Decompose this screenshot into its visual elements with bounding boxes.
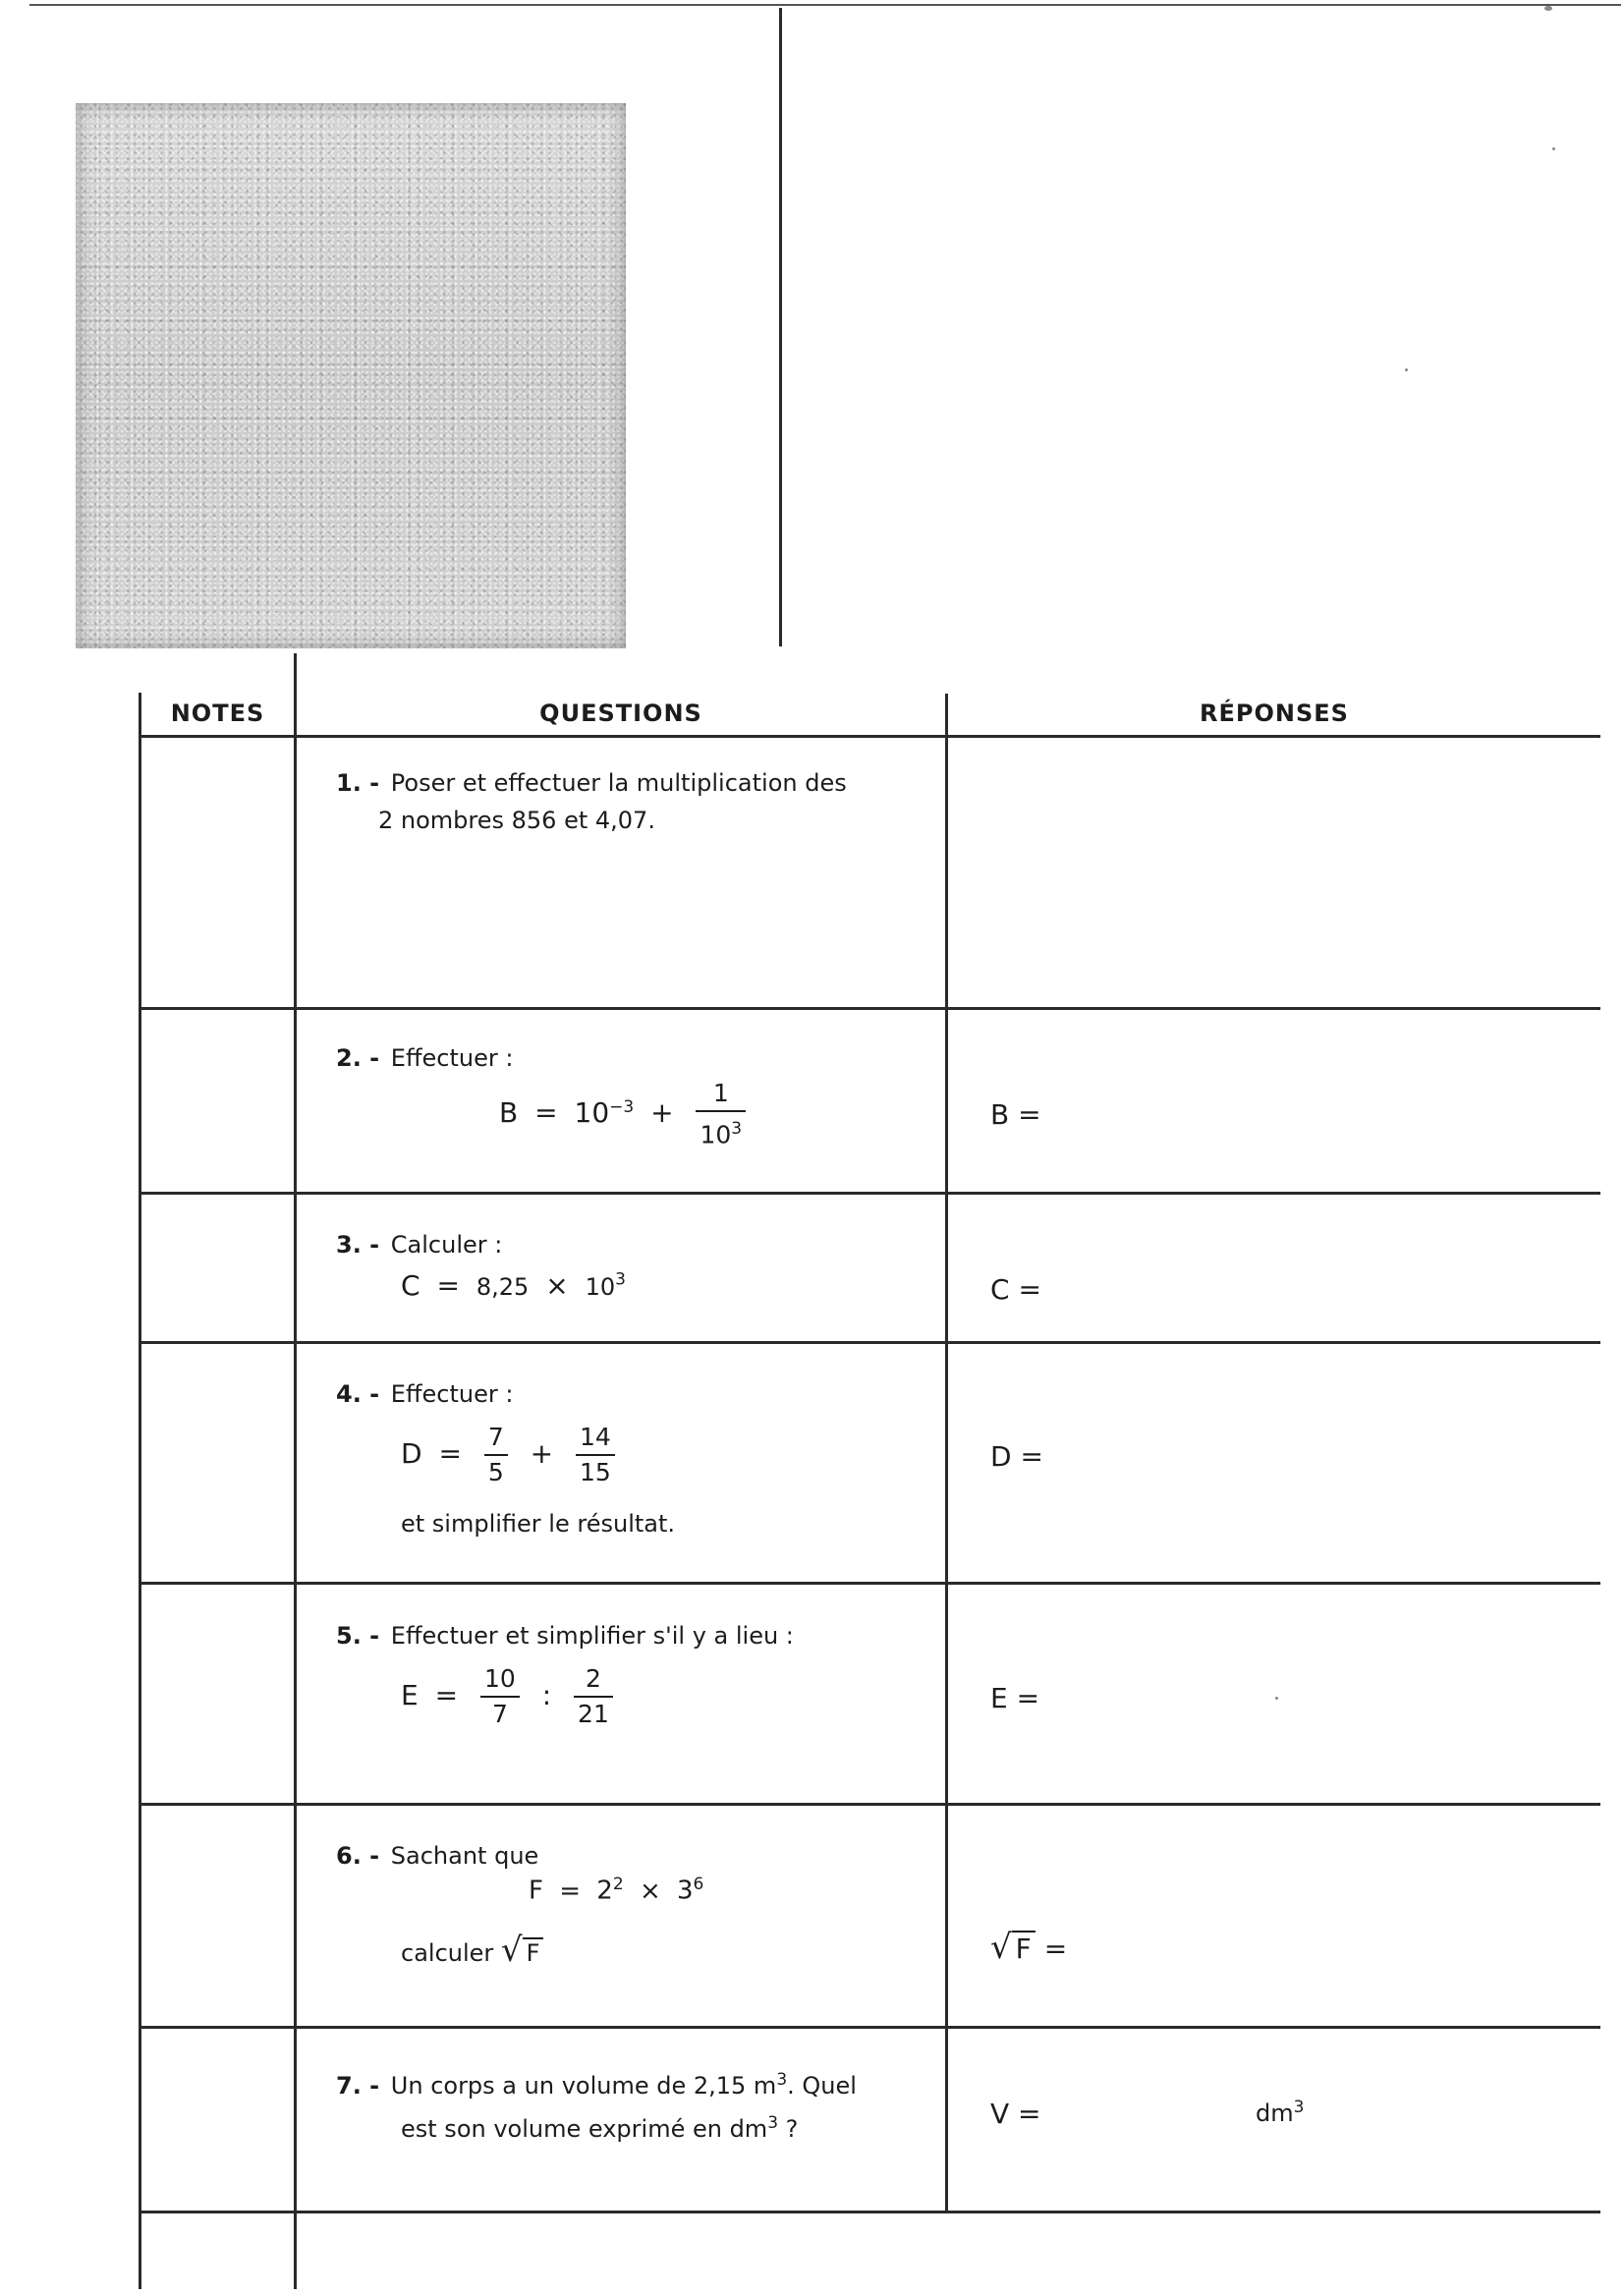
square-root bbox=[501, 1932, 543, 1972]
answer-b: B = bbox=[990, 1098, 1041, 1131]
power-base: 10 bbox=[585, 1273, 616, 1301]
question-text: Un corps a un volume de 2,15 m bbox=[390, 2072, 777, 2100]
row-rule-7 bbox=[139, 2211, 1600, 2213]
scan-speck bbox=[1552, 147, 1555, 150]
radical-icon: √ bbox=[990, 1928, 1012, 1967]
formula-lhs: B bbox=[499, 1096, 519, 1130]
formula-f bbox=[529, 1875, 703, 1906]
formula-c bbox=[401, 1269, 626, 1302]
answer-e: E = bbox=[990, 1682, 1040, 1714]
question-text: et simplifier le résultat. bbox=[401, 1510, 676, 1538]
formula-lhs: D bbox=[401, 1437, 422, 1470]
question-5 bbox=[336, 1617, 906, 1654]
equals-sign: = bbox=[559, 1876, 582, 1906]
question-text: est son volume exprimé en dm bbox=[401, 2115, 768, 2143]
question-number: 2. - bbox=[336, 1044, 380, 1072]
fraction bbox=[480, 1664, 520, 1729]
answer-sqrt-f bbox=[990, 1928, 1067, 1967]
question-text: Sachant que bbox=[390, 1842, 539, 1870]
question-number: 6. - bbox=[336, 1842, 380, 1870]
denominator: 5 bbox=[487, 1458, 504, 1486]
formula-lhs: E bbox=[401, 1679, 419, 1711]
operator: + bbox=[530, 1437, 554, 1470]
upper-divider bbox=[779, 8, 782, 646]
equals-sign: = bbox=[436, 1269, 460, 1302]
photo-placeholder bbox=[76, 103, 626, 648]
question-text: 2 nombres 856 et 4,07. bbox=[378, 807, 655, 834]
scan-speck bbox=[1405, 368, 1408, 371]
power-base: 10 bbox=[700, 1120, 732, 1149]
fraction bbox=[574, 1664, 613, 1729]
table-left-border bbox=[139, 693, 141, 2289]
numerator: 2 bbox=[574, 1664, 613, 1698]
question-number: 3. - bbox=[336, 1231, 380, 1259]
question-4-instruction bbox=[401, 1505, 971, 1542]
row-rule-4 bbox=[139, 1582, 1600, 1585]
question-7 bbox=[336, 2061, 906, 2148]
operator: × bbox=[545, 1269, 569, 1302]
question-text: Effectuer : bbox=[390, 1044, 514, 1072]
answer-d: D = bbox=[990, 1440, 1043, 1473]
denominator: 21 bbox=[578, 1700, 609, 1728]
fraction bbox=[484, 1423, 508, 1487]
answer-c: C = bbox=[990, 1273, 1041, 1306]
numerator: 1 bbox=[696, 1079, 746, 1112]
row-rule-6 bbox=[139, 2026, 1600, 2029]
power-base: 2 bbox=[596, 1876, 613, 1906]
question-text: Effectuer : bbox=[390, 1380, 514, 1408]
question-4 bbox=[336, 1375, 906, 1413]
header-rule bbox=[139, 735, 1600, 738]
answer-label: V = bbox=[990, 2098, 1041, 2130]
power-exponent: 2 bbox=[612, 1875, 624, 1894]
question-number: 1. - bbox=[336, 769, 380, 797]
formula-b bbox=[499, 1079, 752, 1149]
question-3 bbox=[336, 1226, 906, 1263]
question-text: calculer bbox=[401, 1939, 494, 1967]
power-base: 3 bbox=[677, 1876, 694, 1906]
scan-speck bbox=[1544, 6, 1552, 11]
formula-e bbox=[401, 1664, 619, 1729]
row-rule-1 bbox=[139, 1007, 1600, 1010]
denominator: 15 bbox=[580, 1458, 611, 1486]
equals-sign: = bbox=[534, 1096, 558, 1130]
question-text: Poser et effectuer la multiplication des bbox=[390, 769, 847, 797]
numerator: 14 bbox=[576, 1423, 615, 1456]
question-6-instruction bbox=[401, 1932, 971, 1972]
unit-exponent: 3 bbox=[1293, 2098, 1305, 2117]
radicand: F bbox=[523, 1937, 544, 1967]
questions-divider bbox=[945, 694, 948, 2212]
question-number: 4. - bbox=[336, 1380, 380, 1408]
question-number: 5. - bbox=[336, 1622, 380, 1650]
question-6 bbox=[336, 1837, 906, 1875]
power-base: 10 bbox=[574, 1096, 610, 1130]
power-exponent: −3 bbox=[609, 1096, 635, 1117]
question-text: ? bbox=[778, 2115, 799, 2143]
radical-icon: √ bbox=[500, 1931, 523, 1970]
denominator: 7 bbox=[491, 1700, 508, 1728]
numerator: 7 bbox=[484, 1423, 508, 1456]
unit-exponent: 3 bbox=[776, 2070, 788, 2090]
scan-speck bbox=[1275, 1697, 1278, 1700]
equals-sign: = bbox=[1043, 1932, 1068, 1965]
fraction bbox=[696, 1079, 746, 1149]
square-root bbox=[990, 1928, 1036, 1967]
power-exponent: 6 bbox=[693, 1875, 704, 1894]
denominator bbox=[696, 1112, 746, 1149]
row-rule-5 bbox=[139, 1803, 1600, 1806]
answer-v bbox=[990, 2098, 1041, 2130]
header-notes: NOTES bbox=[170, 700, 265, 727]
fraction bbox=[576, 1423, 615, 1487]
equals-sign: = bbox=[434, 1679, 459, 1711]
formula-value: 8,25 bbox=[476, 1273, 530, 1301]
row-rule-2 bbox=[139, 1192, 1600, 1195]
power-exponent: 3 bbox=[731, 1119, 743, 1139]
header-questions: QUESTIONS bbox=[539, 700, 702, 727]
operator: × bbox=[639, 1876, 661, 1906]
unit: dm bbox=[1256, 2100, 1294, 2127]
answer-v-unit bbox=[1256, 2098, 1304, 2127]
question-2 bbox=[336, 1039, 906, 1077]
formula-lhs: C bbox=[401, 1269, 420, 1302]
notes-divider bbox=[294, 653, 297, 2289]
question-text: Calculer : bbox=[390, 1231, 503, 1259]
question-1 bbox=[336, 764, 906, 839]
row-rule-3 bbox=[139, 1341, 1600, 1344]
operator: : bbox=[541, 1679, 552, 1711]
header-reponses: RÉPONSES bbox=[1200, 700, 1349, 727]
question-text: . Quel bbox=[787, 2072, 857, 2100]
operator: + bbox=[650, 1096, 674, 1130]
formula-lhs: F bbox=[529, 1876, 543, 1906]
unit-exponent: 3 bbox=[767, 2113, 779, 2133]
formula-d bbox=[401, 1423, 621, 1487]
top-edge-line bbox=[29, 4, 1621, 6]
question-text: Effectuer et simplifier s'il y a lieu : bbox=[390, 1622, 794, 1650]
numerator: 10 bbox=[480, 1664, 520, 1698]
equals-sign: = bbox=[438, 1437, 462, 1470]
radicand: F bbox=[1012, 1931, 1036, 1965]
power-exponent: 3 bbox=[615, 1269, 626, 1290]
question-number: 7. - bbox=[336, 2072, 380, 2100]
